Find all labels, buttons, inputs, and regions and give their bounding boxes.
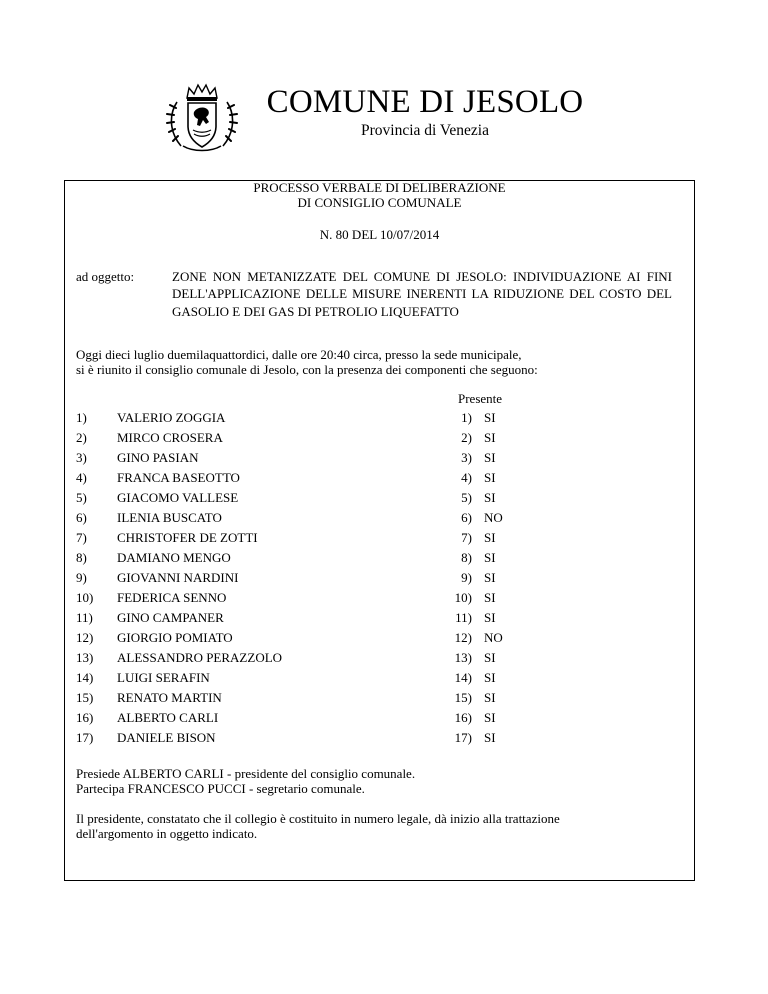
member-name: MIRCO CROSERA: [117, 430, 223, 445]
presence-value: SI: [484, 610, 496, 625]
page-subtitle: Provincia di Venezia: [361, 122, 489, 139]
presence-value: SI: [484, 550, 496, 565]
closing-line-1: Il presidente, constatato che il collegio è costituito in numero legale, dà inizio alla trattazione: [76, 811, 560, 826]
presence-number: 16): [454, 710, 472, 725]
member-name: DAMIANO MENGO: [117, 550, 231, 565]
member-name: ALESSANDRO PERAZZOLO: [117, 650, 283, 665]
member-name: RENATO MARTIN: [117, 690, 222, 705]
presence-number: 5): [461, 490, 472, 505]
member-number: 16): [76, 710, 94, 725]
member-number: 11): [76, 610, 93, 625]
page-title: COMUNE DI JESOLO: [266, 84, 584, 120]
closing-line-2: dell'argomento in oggetto indicato.: [76, 826, 258, 841]
presence-value: SI: [484, 410, 496, 425]
member-row: [65, 710, 694, 730]
presence-number: 11): [455, 610, 472, 625]
member-name: GINO CAMPANER: [117, 610, 224, 625]
presence-number: 8): [461, 550, 472, 565]
participates-line: Partecipa FRANCESCO PUCCI - segretario comunale.: [76, 781, 365, 796]
presence-value: SI: [484, 470, 496, 485]
member-name: ILENIA BUSCATO: [117, 510, 222, 525]
member-name: DANIELE BISON: [117, 730, 216, 745]
member-number: 8): [76, 550, 87, 565]
member-number: 5): [76, 490, 87, 505]
presence-number: 14): [454, 670, 472, 685]
member-number: 12): [76, 630, 94, 645]
member-row: [65, 590, 694, 610]
member-number: 9): [76, 570, 87, 585]
member-number: 4): [76, 470, 87, 485]
intro-line-2: si è riunito il consiglio comunale di Jesolo, con la presenza dei componenti che seguono:: [76, 362, 538, 377]
presence-number: 15): [454, 690, 472, 705]
presence-value: SI: [484, 530, 496, 545]
heading-line-2: DI CONSIGLIO COMUNALE: [297, 195, 462, 210]
member-row: [65, 610, 694, 630]
presence-number: 10): [454, 590, 472, 605]
presence-number: 7): [461, 530, 472, 545]
member-name: VALERIO ZOGGIA: [117, 410, 226, 425]
presence-value: SI: [484, 450, 496, 465]
document-frame: [64, 180, 695, 881]
presence-value: SI: [484, 430, 496, 445]
presence-number: 6): [461, 510, 472, 525]
presence-value: SI: [484, 650, 496, 665]
presence-number: 4): [461, 470, 472, 485]
member-number: 15): [76, 690, 94, 705]
coat-of-arms-icon: [163, 82, 241, 156]
object-label: ad oggetto:: [76, 269, 135, 284]
member-name: GIOVANNI NARDINI: [117, 570, 239, 585]
member-row: [65, 450, 694, 470]
member-row: [65, 510, 694, 530]
member-number: 2): [76, 430, 87, 445]
member-name: ALBERTO CARLI: [117, 710, 219, 725]
member-row: [65, 670, 694, 690]
member-row: [65, 730, 694, 750]
presence-number: 13): [454, 650, 472, 665]
presence-value: NO: [484, 510, 503, 525]
presence-value: SI: [484, 690, 496, 705]
member-row: [65, 530, 694, 550]
member-number: 6): [76, 510, 87, 525]
heading-line-1: PROCESSO VERBALE DI DELIBERAZIONE: [253, 180, 506, 195]
presence-header: Presente: [458, 391, 503, 406]
object-text: ZONE NON METANIZZATE DEL COMUNE DI JESOLO: INDIVIDUAZIONE AI FINI DELL'APPLICAZIONE DELLE MISURE INERENTI LA RIDUZIONE DEL COSTO DEL GASOLIO E DEI GAS DI PETROLIO LIQUEFATTO: [172, 269, 672, 319]
member-name: GINO PASIAN: [117, 450, 199, 465]
member-name: LUIGI SERAFIN: [117, 670, 210, 685]
member-name: GIACOMO VALLESE: [117, 490, 239, 505]
member-row: [65, 650, 694, 670]
presence-value: SI: [484, 570, 496, 585]
member-number: 17): [76, 730, 94, 745]
presence-number: 1): [461, 410, 472, 425]
presence-value: SI: [484, 710, 496, 725]
member-number: 14): [76, 670, 94, 685]
intro-line-1: Oggi dieci luglio duemilaquattordici, dalle ore 20:40 circa, presso la sede municipale,: [76, 347, 522, 362]
member-name: FRANCA BASEOTTO: [117, 470, 240, 485]
presence-value: SI: [484, 490, 496, 505]
member-number: 1): [76, 410, 87, 425]
member-number: 10): [76, 590, 94, 605]
presence-value: SI: [484, 730, 496, 745]
member-row: [65, 550, 694, 570]
presence-value: SI: [484, 590, 496, 605]
member-row: [65, 430, 694, 450]
member-name: FEDERICA SENNO: [117, 590, 227, 605]
deliberation-number: N. 80 DEL 10/07/2014: [319, 227, 440, 242]
member-name: CHRISTOFER DE ZOTTI: [117, 530, 258, 545]
presence-number: 12): [454, 630, 472, 645]
presence-number: 2): [461, 430, 472, 445]
member-row: [65, 470, 694, 490]
presence-value: SI: [484, 670, 496, 685]
presence-number: 17): [454, 730, 472, 745]
presides-line: Presiede ALBERTO CARLI - presidente del consiglio comunale.: [76, 766, 416, 781]
member-row: [65, 490, 694, 510]
presence-value: NO: [484, 630, 503, 645]
member-row: [65, 410, 694, 430]
presence-number: 9): [461, 570, 472, 585]
member-row: [65, 630, 694, 650]
member-name: GIORGIO POMIATO: [117, 630, 233, 645]
member-number: 7): [76, 530, 87, 545]
member-row: [65, 690, 694, 710]
member-number: 13): [76, 650, 94, 665]
presence-number: 3): [461, 450, 472, 465]
member-row: [65, 570, 694, 590]
member-number: 3): [76, 450, 87, 465]
